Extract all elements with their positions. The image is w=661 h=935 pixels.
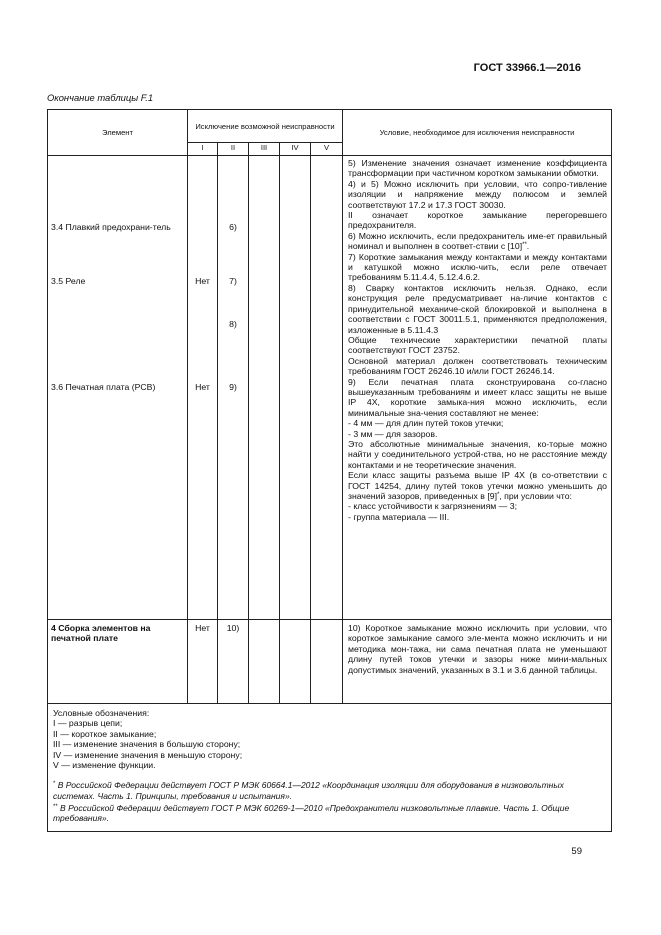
table-row [48,620,612,704]
col-III-cell [249,156,280,620]
element-3-6: 3.6 Печатная плата (PCB) [51,382,156,392]
header-roman-1: I [188,143,218,156]
footnotes [53,780,607,823]
condition-text: Если класс защиты разъема выше IP 4X (в со-ответствии с ГОСТ 14254, длину путей токов утечки можно уменьшить до значений зазоров, приведенных в [9]*, при условии что: [348,470,608,501]
col-II-cell [218,156,249,620]
legend-item: IV — изменение значения в меньшую сторону; [53,749,243,760]
no-3-6: Нет [195,382,210,392]
col-IV-cell [280,156,311,620]
header-element: Элемент [48,110,188,156]
no-3-5: Нет [195,276,210,286]
footnote-2: ** В Российской Федерации действует ГОСТ Р МЭК 60269-1—2010 «Предохранители низковольтные плавкие. Часть 1. Общие требования». [53,802,570,824]
note-7: 7) [229,276,237,286]
condition-text: II означает короткое замыкание перегоревшего предохранителя. [348,210,608,231]
condition-text: 10) Короткое замыкание можно исключить при условии, что короткое замыкание самого эле-мента можно исключить и ни методика мон-тажа, ни сама печатная плата не уменьшают длину путей токов утечки и зазоры ниже мини-мальных допустимых значений, указанных в 3.1 и 3.6 данной таблицы. [348,623,608,675]
header-roman-4: IV [280,143,311,156]
note-8: 8) [229,319,237,329]
legend-item: I — разрыв цепи; [53,718,123,729]
table-row [48,156,612,620]
header-roman-2: II [218,143,249,156]
element-3-5: 3.5 Реле [51,276,86,286]
header-exclusion: Исключение возможной неисправности [188,110,343,143]
condition-text: 7) Короткие замыкания между контактами и между контактами и катушкой можно исклю-чить, если реле отвечает требованиям 5.11.4.4, 5.12.4.6.2. [348,251,608,283]
legend-row [48,704,612,832]
table-caption: Окончание таблицы F.1 [47,92,154,103]
col-I-cell [188,156,218,620]
no-4: Нет [188,620,218,704]
footnote-1: * В Российской Федерации действует ГОСТ Р МЭК 60664.1—2012 «Координация изоляции для оборудования в низковольтных системах. Часть 1. Принципы, требования и испытания». [53,780,564,801]
note-6: 6) [229,222,237,232]
element-3-4: 3.4 Плавкий предохрани-тель [51,222,171,232]
condition-text: - 3 мм — для зазоров. [348,428,438,439]
legend-item: II — короткое замыкание; [53,728,157,739]
condition-text: - класс устойчивости к загрязнениям — 3; [348,501,518,512]
condition-text: 8) Сварку контактов исключить нельзя. Однако, если конструкция реле предусматривает на-личие контактов с принудительной механиче-ской блокировкой и выполнена в соответствии с ГОСТ 30011.5.1, применяются предположения, изложенные в 5.11.4.3 [348,282,608,335]
condition-text: 5) Изменение значения означает изменение коэффициента трансформации при частичном коротком замыкании обмотки. [348,158,608,179]
col-V-cell [311,620,343,704]
header-roman-3: III [249,143,280,156]
document-id: ГОСТ 33966.1—2016 [473,62,581,74]
legend-cell [48,704,612,832]
page-number: 59 [571,846,582,857]
condition-text: - группа материала — III. [348,511,450,522]
condition-text: 4) и 5) Можно исключить при условии, что сопро-тивление изоляции и напряжение между полюсом и землей соответствуют 17.2 и 17.3 ГОСТ 30030. [348,178,608,210]
condition-text: 9) Если печатная плата сконструирована со-гласно вышеуказанным требованиям и имеет класс защиты не выше IP 4X, короткие замыка-ния можно исключить, если минимальные зна-чения составляют не менее: [348,376,608,418]
condition-text: Это абсолютные минимальные значения, ко-торые можно найти у соединительного устрой-ства, но не расстояние между контактами и не теоретические значения. [348,438,608,470]
element-4: 4 Сборка элементов на печатной плате [48,620,188,704]
fault-exclusion-table [47,109,612,832]
condition-text: Основной материал должен соответствовать техническим требованиям ГОСТ 26246.10 и/или ГОСТ 26246.14. [348,355,608,377]
note-9: 9) [229,382,237,392]
header-condition: Условие, необходимое для исключения неисправности [343,110,612,156]
element-cell [48,156,188,620]
condition-cell [343,620,612,704]
note-10: 10) [218,620,249,704]
condition-text: Общие технические характеристики печатной платы соответствуют ГОСТ 23752. [348,334,608,356]
legend-item: V — изменение функции. [53,760,156,771]
col-IV-cell [280,620,311,704]
condition-text: 6) Можно исключить, если предохранитель име-ет правильный номинал и выполнен в соответ-ствии с [10]**. [348,230,608,252]
condition-text: - 4 мм — для длин путей токов утечки; [348,418,504,429]
legend-item: III — изменение значения в большую сторону; [53,739,241,750]
col-III-cell [249,620,280,704]
legend-title: Условные обозначения: [53,708,150,718]
header-roman-5: V [311,143,343,156]
condition-cell [343,156,612,620]
col-V-cell [311,156,343,620]
